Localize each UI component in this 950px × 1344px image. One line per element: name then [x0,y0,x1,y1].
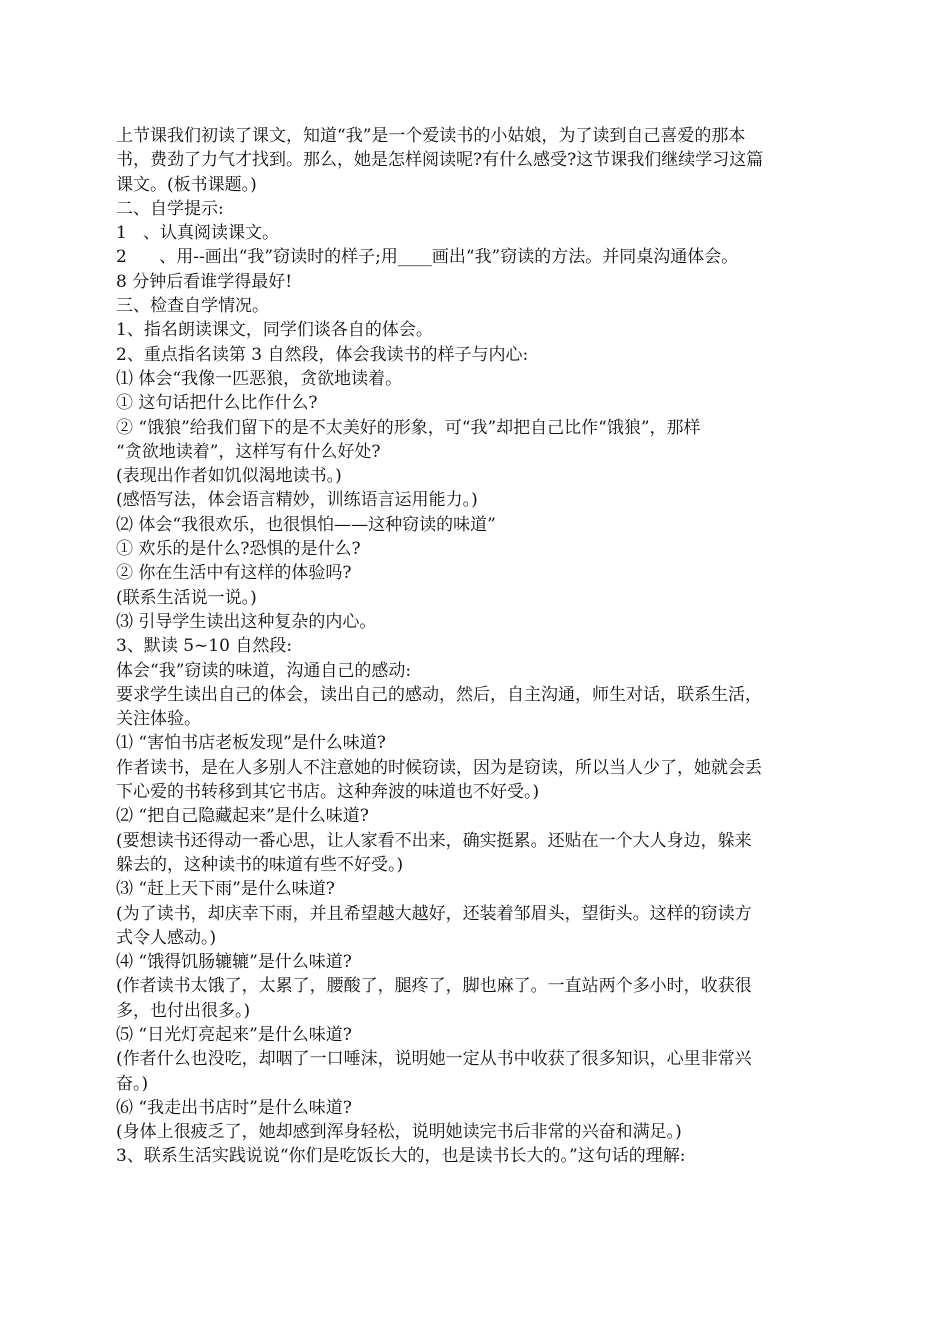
text-line: 书，费劲了力气才找到。那么，她是怎样阅读呢?有什么感受?这节课我们继续学习这篇 [116,150,764,171]
sub-item: ⑷ “饿得饥肠辘辘”是什么味道? [116,952,352,973]
sub-item: ② 你在生活中有这样的体验吗? [116,563,352,584]
note-line: (为了读书，却庆幸下雨，并且希望越大越好，还装着邹眉头，望街头。这样的窃读方 [116,903,752,924]
note-line: (联系生活说一说。) [116,587,257,608]
text-line: 课文。(板书课题。) [116,174,257,195]
sub-item: ⑶ 引导学生读出这种复杂的内心。 [116,611,377,632]
text-line: “贪欲地读着”，这样写有什么好处? [116,441,381,462]
list-item: 3、联系生活实践说说“你们是吃饭长大的，也是读书长大的。”这句话的理解: [116,1146,686,1167]
text-line: 作者读书，是在人多别人不注意她的时候窃读，因为是窃读，所以当人少了，她就会丢 [116,757,762,778]
note-line: (感悟写法，体会语言精妙，训练语言运用能力。) [116,490,478,511]
note-line: (身体上很疲乏了，她却感到浑身轻松，说明她读完书后非常的兴奋和满足。) [116,1122,682,1143]
list-item: 2、重点指名读第 3 自然段，体会我读书的样子与内心: [116,344,529,365]
section-heading: 三、检查自学情况。 [116,296,269,317]
list-item: 1、指名朗读课文，同学们谈各自的体会。 [116,320,433,341]
sub-item: ⑵ 体会“我很欢乐，也很惧怕——这种窃读的味道” [116,514,496,535]
document-body [116,124,860,1169]
text-line: 要求学生读出自己的体会，读出自己的感动，然后，自主沟通，师生对话，联系生活， [116,684,762,705]
sub-item: ① 欢乐的是什么?恐惧的是什么? [116,539,361,560]
note-line: (要想读书还得动一番心思，让人家看不出来，确实挺累。还贴在一个大人身边，躲来 [116,830,752,851]
text-line: 体会“我”窃读的味道，沟通自己的感动: [116,660,412,681]
text-line: 8 分钟后看谁学得最好! [116,271,293,292]
sub-item: ⑸ “日光灯亮起来”是什么味道? [116,1024,352,1045]
list-item: 1 、认真阅读课文。 [116,223,280,244]
sub-item: ⑴ 体会“我像一匹恶狼，贪欲地读着。 [116,368,403,389]
text-line: 下心爱的书转移到其它书店。这种奔波的味道也不好受。) [116,782,540,803]
note-line: 奋。) [116,1073,149,1094]
sub-item: ⑹ “我走出书店时”是什么味道? [116,1097,352,1118]
sub-item: ① 这句话把什么比作什么? [116,393,318,414]
list-item: 2 、用--画出“我”窃读时的样子;用____画出“我”窃读的方法。并同桌沟通体会。 [116,247,739,268]
note-line: 多，也付出很多。) [116,1000,251,1021]
section-heading: 二、自学提示: [116,198,224,219]
sub-item: ② “饿狼”给我们留下的是不太美好的形象，可“我”却把自己比作“饿狼”，那样 [116,417,701,438]
note-line: (表现出作者如饥似渴地读书。) [116,466,342,487]
sub-item: ⑶ “赶上天下雨”是什么味道? [116,879,335,900]
text-line: 关注体验。 [116,709,201,730]
text-line: 上节课我们初读了课文，知道“我”是一个爱读书的小姑娘，为了读到自己喜爱的那本 [116,126,746,146]
sub-item: ⑴ “害怕书店老板发现”是什么味道? [116,733,386,754]
list-item: 3、默读 5~10 自然段: [116,636,293,657]
sub-item: ⑵ “把自己隐藏起来”是什么味道? [116,806,369,827]
note-line: 式令人感动。) [116,927,217,948]
note-line: (作者读书太饿了，太累了，腰酸了，腿疼了，脚也麻了。一直站两个多小时，收获很 [116,976,752,997]
note-line: 躲去的，这种读书的味道有些不好受。) [116,854,404,875]
note-line: (作者什么也没吃，却咽了一口唾沫，说明她一定从书中收获了很多知识，心里非常兴 [116,1049,752,1070]
